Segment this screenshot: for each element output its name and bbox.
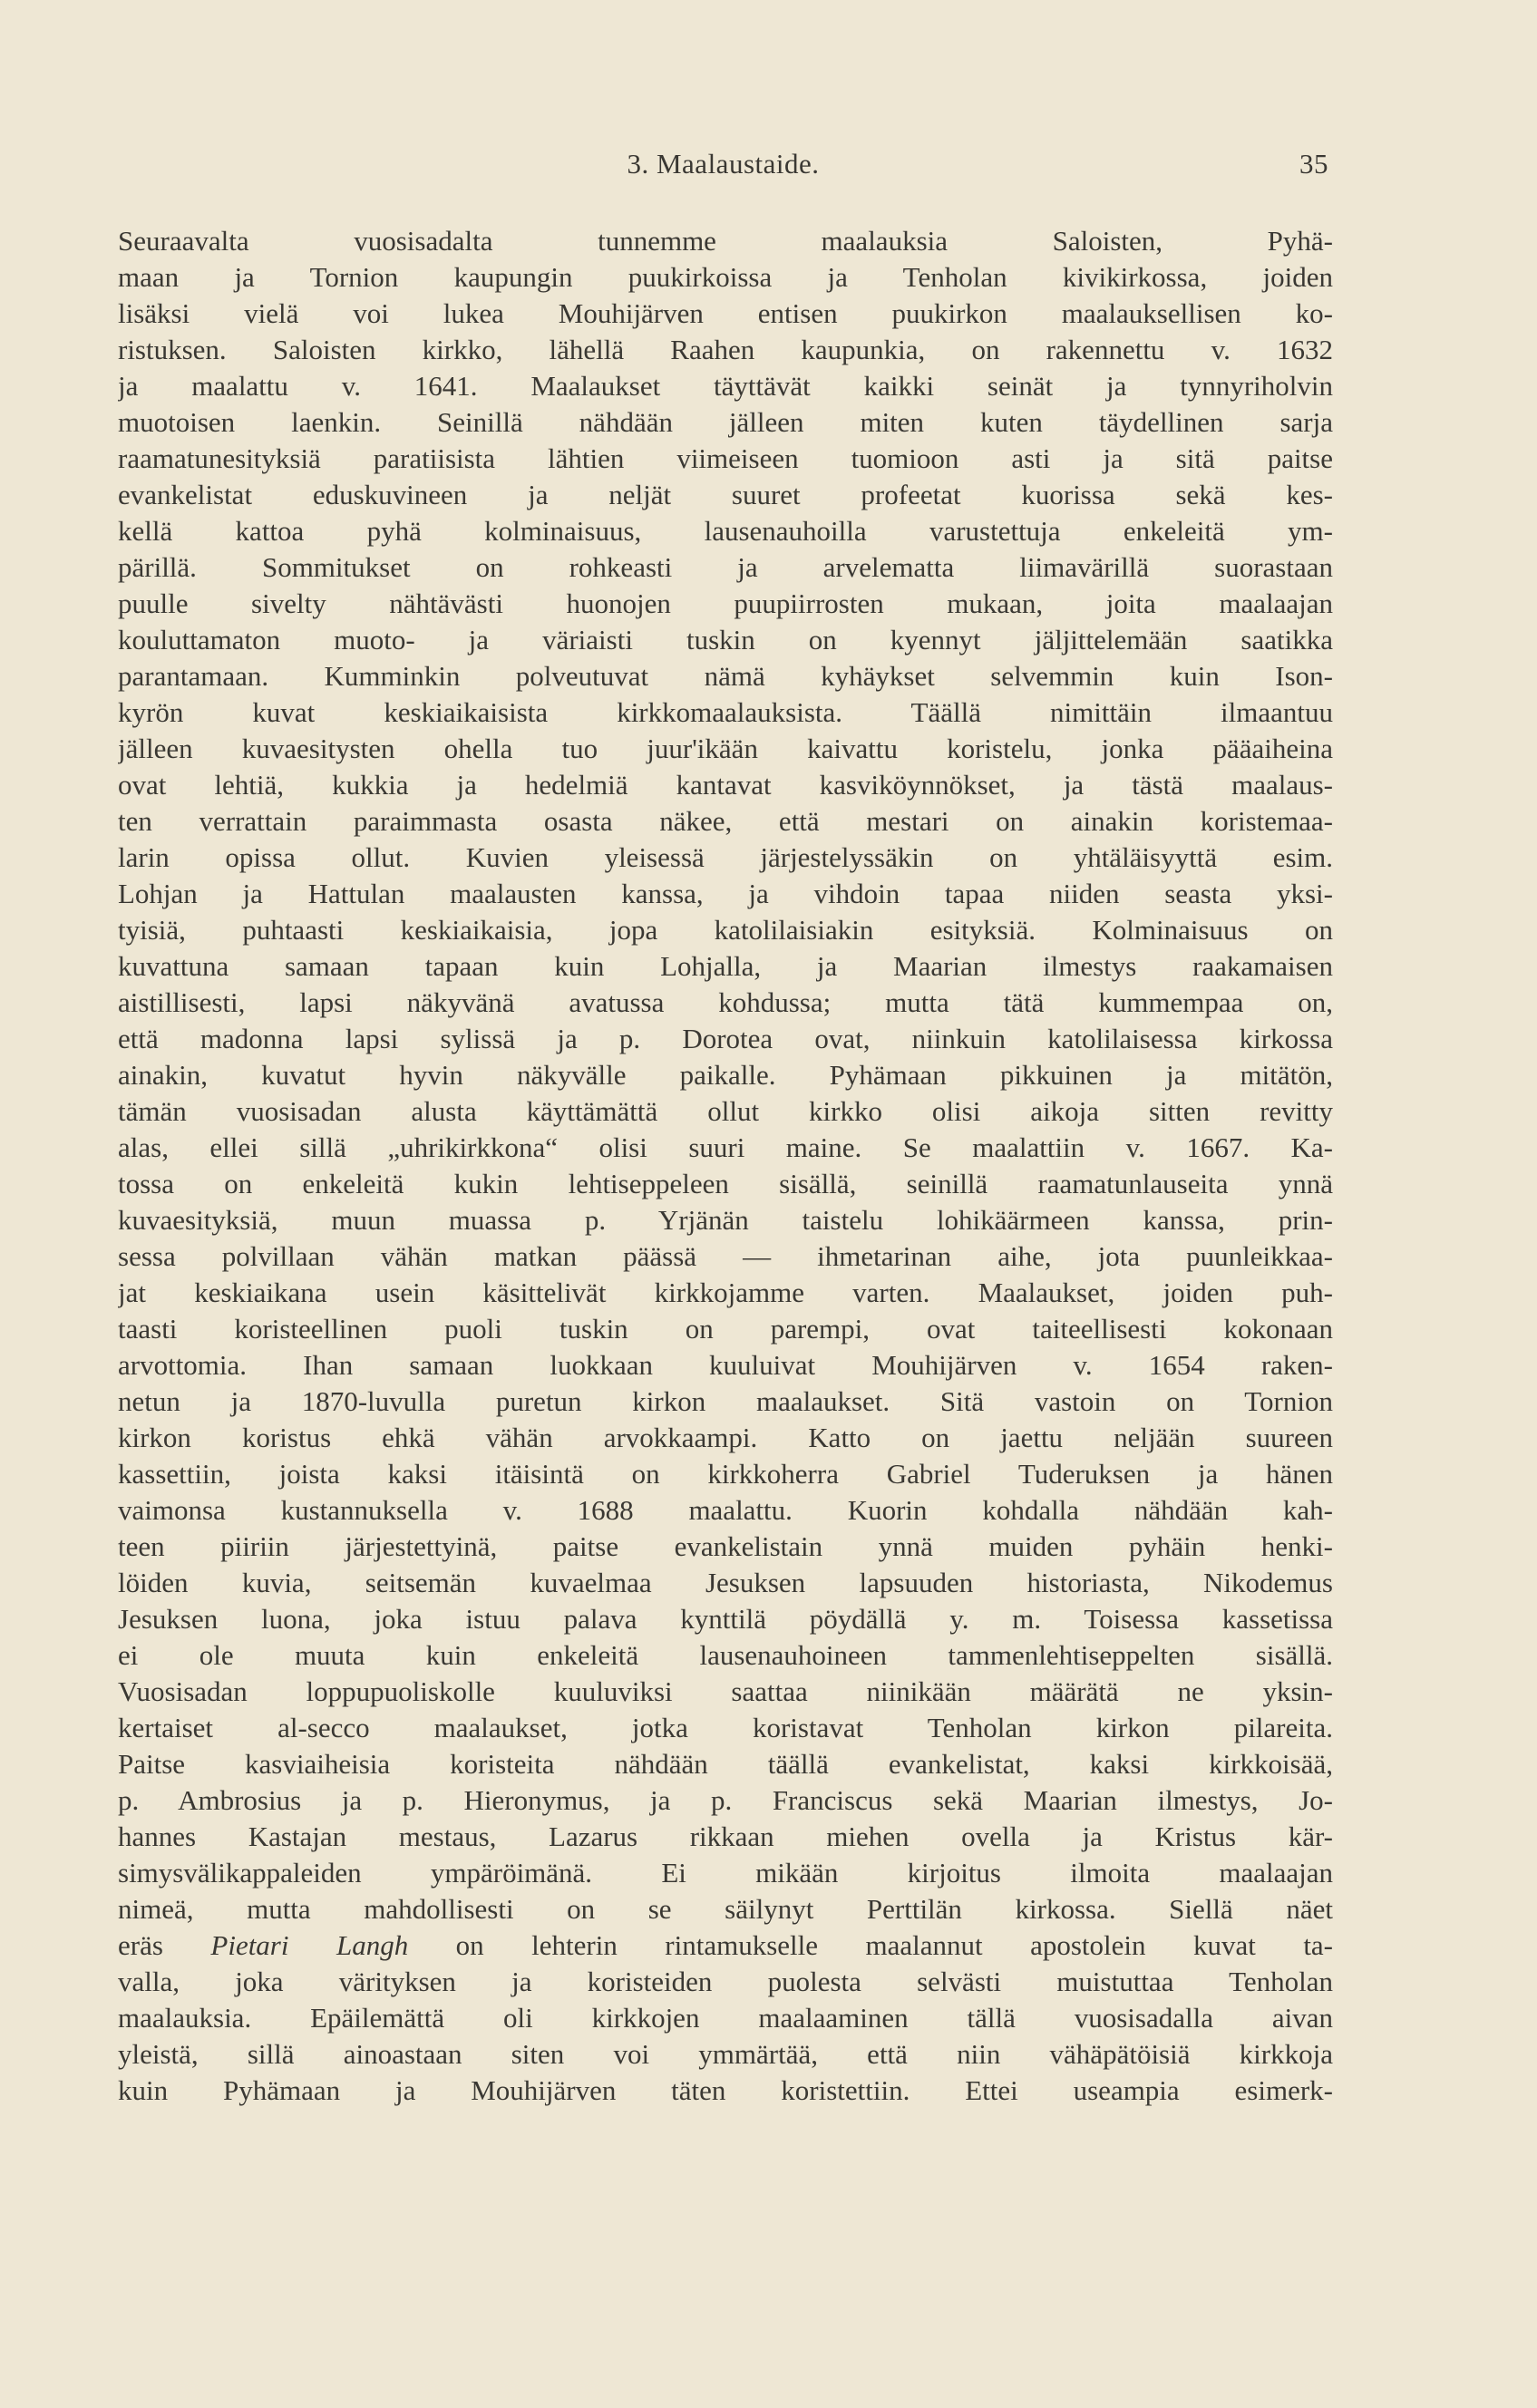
- text-line: maalauksia. Epäilemättä oli kirkkojen maalaaminen tällä vuosisadalla aivan: [118, 2002, 1333, 2034]
- text-line: ristuksen. Saloisten kirkko, lähellä Raahen kaupunkia, on rakennettu v. 1632: [118, 334, 1333, 365]
- body-text: [118, 223, 1333, 2109]
- text-line: kuvaesityksiä, muun muassa p. Yrjänän taistelu lohikäärmeen kanssa, prin-: [118, 1204, 1333, 1236]
- text-line: että madonna lapsi sylissä ja p. Dorotea ovat, niinkuin katolilaisessa kirkossa: [118, 1023, 1333, 1054]
- text-line: arvottomia. Ihan samaan luokkaan kuuluivat Mouhijärven v. 1654 raken-: [118, 1349, 1333, 1381]
- text-line: larin opissa ollut. Kuvien yleisessä järjestelyssäkin on yhtäläisyyttä esim.: [118, 841, 1333, 873]
- text-line: kyrön kuvat keskiaikaisista kirkkomaalauksista. Täällä nimittäin ilmaantuu: [118, 696, 1333, 728]
- text-line: muotoisen laenkin. Seinillä nähdään jälleen miten kuten täydellinen sarja: [118, 406, 1333, 438]
- text-line: maan ja Tornion kaupungin puukirkoissa ja Tenholan kivikirkossa, joiden: [118, 261, 1333, 293]
- text-line: Seuraavalta vuosisadalta tunnemme maalauksia Saloisten, Pyhä-: [118, 225, 1333, 257]
- text-line: kellä kattoa pyhä kolminaisuus, lausenauhoilla varustettuja enkeleitä ym-: [118, 515, 1333, 547]
- text-line: tämän vuosisadan alusta käyttämättä ollut kirkko olisi aikoja sitten revitty: [118, 1095, 1333, 1127]
- text-line: valla, joka värityksen ja koristeiden puolesta selvästi muistuttaa Tenholan: [118, 1966, 1333, 1997]
- text-line: raamatunesityksiä paratiisista lähtien viimeiseen tuomioon asti ja sitä paitse: [118, 442, 1333, 474]
- text-line: ovat lehtiä, kukkia ja hedelmiä kantavat kasviköynnökset, ja tästä maalaus-: [118, 769, 1333, 801]
- text-line: kouluttamaton muoto- ja väriaisti tuskin on kyennyt jäljittelemään saatikka: [118, 624, 1333, 655]
- text-line: kuin Pyhämaan ja Mouhijärven täten koristettiin. Ettei useampia esimerk-: [118, 2074, 1333, 2106]
- text-line: hannes Kastajan mestaus, Lazarus rikkaan miehen ovella ja Kristus kär-: [118, 1821, 1333, 1852]
- italic-name: Pietari Langh: [210, 1929, 409, 1961]
- text-line: aistillisesti, lapsi näkyvänä avatussa kohdussa; mutta tätä kummempaa on,: [118, 986, 1333, 1018]
- text-line: pärillä. Sommitukset on rohkeasti ja arvelematta liimavärillä suorastaan: [118, 551, 1333, 583]
- text-line: kirkon koristus ehkä vähän arvokkaampi. Katto on jaettu neljään suureen: [118, 1422, 1333, 1453]
- chapter-title: 3. Maalaustaide.: [627, 148, 820, 180]
- text-line: jälleen kuvaesitysten ohella tuo juur'ikään kaivattu koristelu, jonka pääaiheina: [118, 733, 1333, 764]
- text-line: löiden kuvia, seitsemän kuvaelmaa Jesuksen lapsuuden historiasta, Nikodemus: [118, 1567, 1333, 1598]
- text-line: nimeä, mutta mahdollisesti on se säilynyt Perttilän kirkossa. Siellä näet: [118, 1893, 1333, 1925]
- text-line: kertaiset al-secco maalaukset, jotka koristavat Tenholan kirkon pilareita.: [118, 1712, 1333, 1743]
- running-head: [118, 148, 1328, 184]
- text-line: Vuosisadan loppupuoliskolle kuuluviksi saattaa niinikään määrätä ne yksin-: [118, 1675, 1333, 1707]
- text-line: kassettiin, joista kaksi itäisintä on kirkkoherra Gabriel Tuderuksen ja hänen: [118, 1458, 1333, 1490]
- text-line: simysvälikappaleiden ympäröimänä. Ei mikään kirjoitus ilmoita maalaajan: [118, 1857, 1333, 1889]
- text-line: evankelistat eduskuvineen ja neljät suuret profeetat kuorissa sekä kes-: [118, 479, 1333, 510]
- text-line: Paitse kasviaiheisia koristeita nähdään täällä evankelistat, kaksi kirkkoisää,: [118, 1748, 1333, 1780]
- text-line: tossa on enkeleitä kukin lehtiseppeleen sisällä, seinillä raamatunlauseita ynnä: [118, 1168, 1333, 1199]
- text-line: jat keskiaikana usein käsittelivät kirkkojamme varten. Maalaukset, joiden puh-: [118, 1277, 1333, 1308]
- text-line: Jesuksen luona, joka istuu palava kynttilä pöydällä y. m. Toisessa kassetissa: [118, 1603, 1333, 1635]
- text-line: taasti koristeellinen puoli tuskin on parempi, ovat taiteellisesti kokonaan: [118, 1313, 1333, 1345]
- text-line: yleistä, sillä ainoastaan siten voi ymmärtää, että niin vähäpätöisiä kirkkoja: [118, 2038, 1333, 2070]
- text-line: kuvattuna samaan tapaan kuin Lohjalla, ja Maarian ilmestys raakamaisen: [118, 950, 1333, 982]
- text-line: puulle sivelty nähtävästi huonojen puupiirrosten mukaan, joita maalaajan: [118, 587, 1333, 619]
- text-line: teen piiriin järjestettyinä, paitse evankelistain ynnä muiden pyhäin henki-: [118, 1530, 1333, 1562]
- text-line: ei ole muuta kuin enkeleitä lausenauhoineen tammenlehtiseppelten sisällä.: [118, 1639, 1333, 1671]
- text-line: parantamaan. Kumminkin polveutuvat nämä kyhäykset selvemmin kuin Ison-: [118, 660, 1333, 692]
- text-line: Lohjan ja Hattulan maalausten kanssa, ja vihdoin tapaa niiden seasta yksi-: [118, 878, 1333, 909]
- text-line: netun ja 1870-luvulla puretun kirkon maalaukset. Sitä vastoin on Tornion: [118, 1385, 1333, 1417]
- text-line: tyisiä, puhtaasti keskiaikaisia, jopa katolilaisiakin esityksiä. Kolminaisuus on: [118, 914, 1333, 946]
- text-line: ja maalattu v. 1641. Maalaukset täyttävät kaikki seinät ja tynnyriholvin: [118, 370, 1333, 402]
- text-line: ten verrattain paraimmasta osasta näkee, että mestari on ainakin koristemaa-: [118, 805, 1333, 837]
- page-number: 35: [1299, 148, 1328, 180]
- text-line: p. Ambrosius ja p. Hieronymus, ja p. Franciscus sekä Maarian ilmestys, Jo-: [118, 1784, 1333, 1816]
- text-line: sessa polvillaan vähän matkan päässä — ihmetarinan aihe, jota puunleikkaa-: [118, 1240, 1333, 1272]
- text-line: ainakin, kuvatut hyvin näkyvälle paikalle. Pyhämaan pikkuinen ja mitätön,: [118, 1059, 1333, 1091]
- text-line: alas, ellei sillä „uhrikirkkona“ olisi suuri maine. Se maalattiin v. 1667. Ka-: [118, 1131, 1333, 1163]
- text-line: eräs Pietari Langh on lehterin rintamukselle maalannut apostolein kuvat ta-: [118, 1929, 1333, 1961]
- text-line: lisäksi vielä voi lukea Mouhijärven entisen puukirkon maalauksellisen ko-: [118, 297, 1333, 329]
- text-line: vaimonsa kustannuksella v. 1688 maalattu. Kuorin kohdalla nähdään kah-: [118, 1494, 1333, 1526]
